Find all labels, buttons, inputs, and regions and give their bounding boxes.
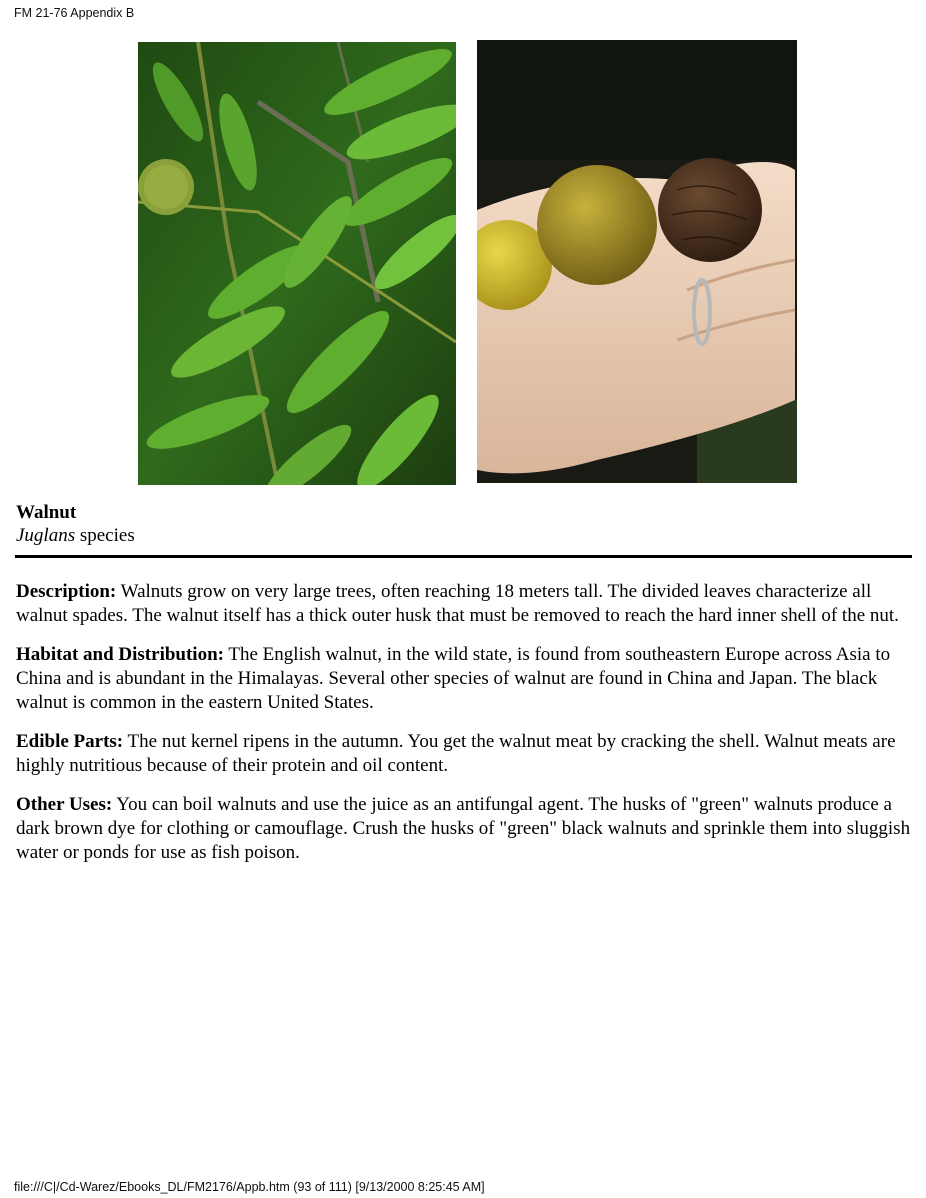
plant-description-content: [16, 580, 912, 880]
section-text: The nut kernel ripens in the autumn. You get the walnut meat by cracking the shell. Walnut meats are highly nutritious because of their protein and oil content.: [16, 731, 896, 776]
section-heading: Other Uses:: [16, 794, 113, 815]
page-footer: file:///C|/Cd-Warez/Ebooks_DL/FM2176/Appb.htm (93 of 111) [9/13/2000 8:25:45 AM]: [14, 1180, 485, 1194]
plant-latin-genus: Juglans: [16, 525, 76, 546]
plant-latin-name: [16, 524, 135, 548]
page-header-label: FM 21-76 Appendix B: [14, 6, 135, 20]
horizontal-rule: [15, 555, 912, 558]
plant-name: Walnut: [16, 502, 77, 523]
section-heading: Edible Parts:: [16, 731, 124, 752]
section-heading: Description:: [16, 581, 117, 602]
section-text: You can boil walnuts and use the juice as an antifungal agent. The husks of "green" walnuts produce a dark brown dye for clothing or camouflage. Crush the husks of "green" black walnuts and sprinkle them into sluggish water or ponds for use as fish poison.: [16, 794, 911, 863]
walnut-leaves-photo: [138, 42, 456, 485]
plant-title-block: [16, 502, 135, 548]
section-edible-parts: [16, 730, 912, 778]
section-heading: Habitat and Distribution:: [16, 644, 224, 665]
section-text: The English walnut, in the wild state, is found from southeastern Europe across Asia to China and is abundant in the Himalayas. Several other species of walnut are found in China and Japan. The black walnut is common in the eastern United States.: [16, 644, 891, 713]
walnuts-in-hand-photo: [477, 40, 797, 483]
section-other-uses: [16, 793, 912, 865]
walnuts-in-hand-illustration: [477, 40, 797, 483]
section-text: Walnuts grow on very large trees, often reaching 18 meters tall. The divided leaves characterize all walnut spades. The walnut itself has a thick outer husk that must be removed to reach the hard inner shell of the nut.: [16, 581, 899, 626]
plant-latin-suffix: species: [75, 525, 135, 546]
section-habitat: [16, 643, 912, 715]
section-description: [16, 580, 912, 628]
walnut-leaves-illustration: [138, 42, 456, 485]
